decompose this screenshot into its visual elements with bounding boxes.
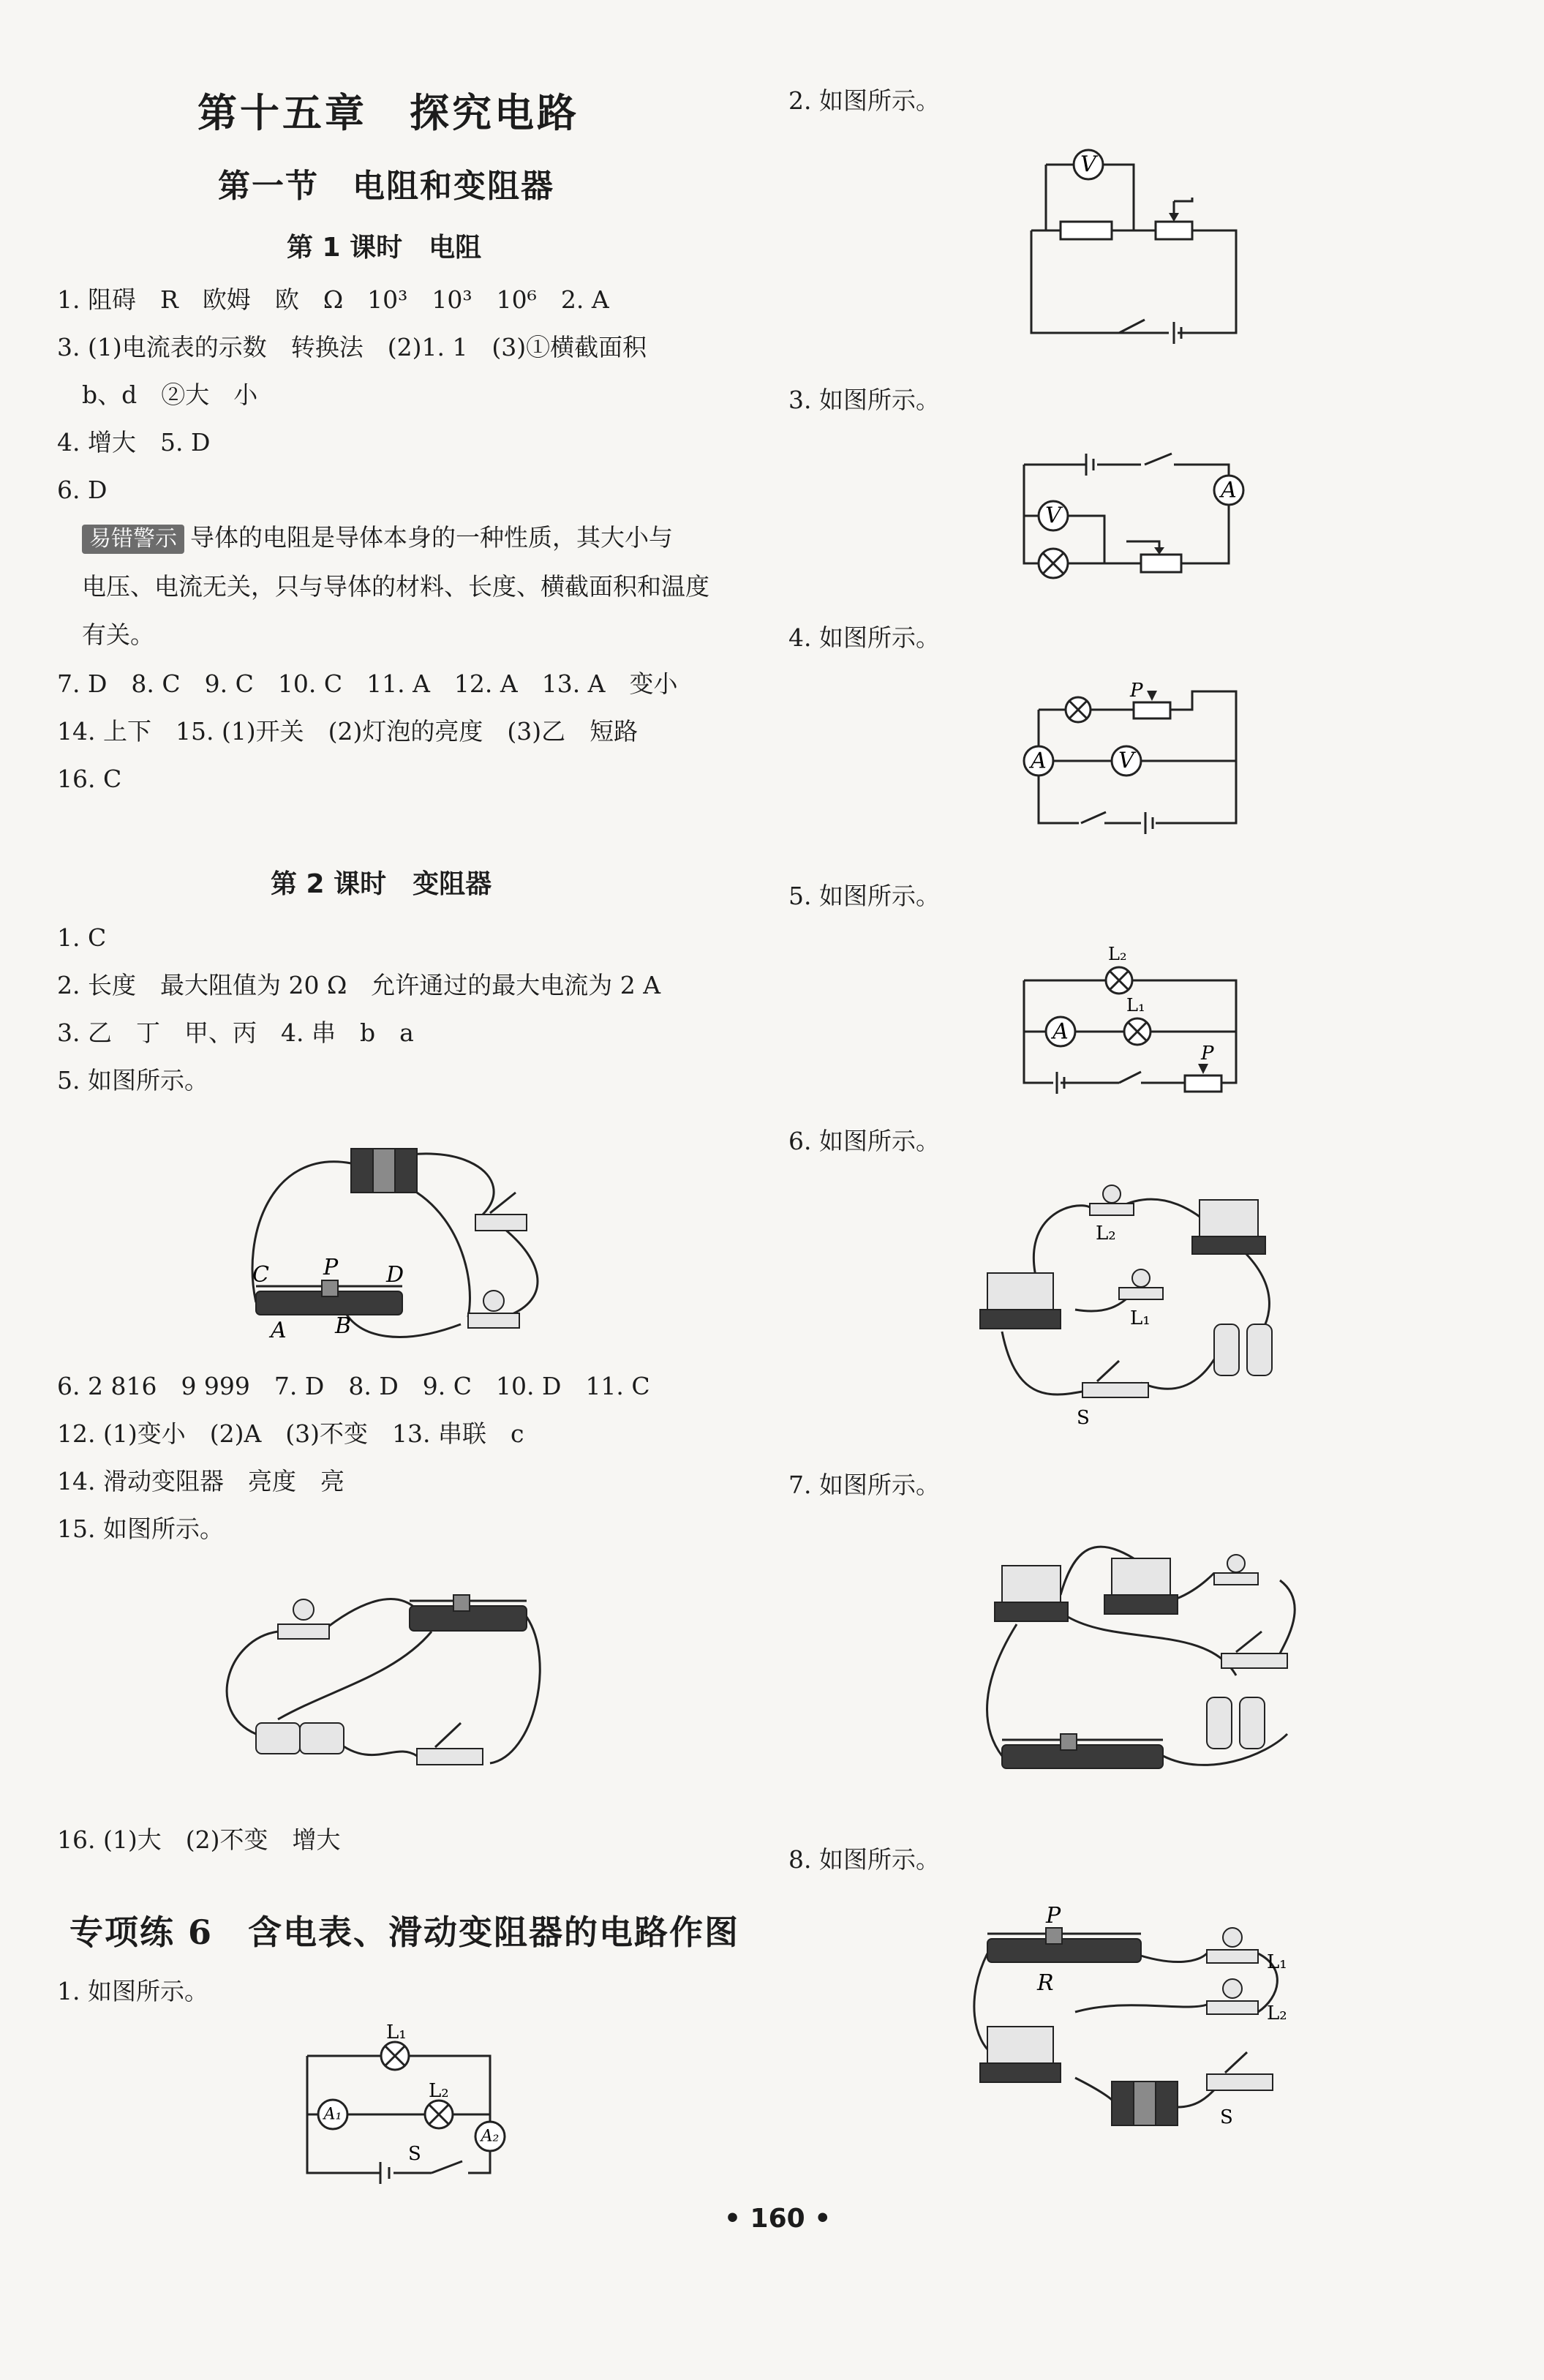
warning-text: 有关。 (82, 620, 154, 649)
label-s: S (408, 2143, 421, 2165)
label-p: P (1046, 1903, 1061, 1929)
label-a: A (271, 1318, 287, 1343)
lesson1-title: 第 1 课时 电阻 (287, 233, 482, 263)
label-a: A (1221, 477, 1237, 503)
bulb-icon (1214, 1555, 1258, 1585)
label-l1: L₁ (1126, 995, 1145, 1016)
answer-line: b、d ②大 小 (82, 380, 258, 409)
switch-icon (1082, 1361, 1148, 1397)
label-c: C (252, 1262, 269, 1288)
answer-line: 3. 如图所示。 (788, 386, 940, 414)
label-d: D (386, 1262, 404, 1288)
label-p: P (323, 1255, 339, 1280)
warning-text: 导体的电阻是导体本身的一种性质，其大小与 (190, 523, 673, 552)
bulb-icon (468, 1291, 519, 1328)
rheostat-icon (987, 1928, 1141, 1962)
answer-line: 7. 如图所示。 (788, 1471, 940, 1499)
label-v: V (1118, 748, 1134, 774)
battery-pack-icon (351, 1149, 417, 1193)
answer-line: 3. (1)电流表的示数 转换法 (2)1. 1 (3)①横截面积 (57, 333, 647, 361)
switch-icon (1207, 2052, 1273, 2090)
rheostat-icon (1185, 1075, 1221, 1092)
label-a2: A₂ (481, 2127, 500, 2146)
answer-line: 3. 乙 丁 甲、丙 4. 串 b a (57, 1018, 414, 1047)
label-a1: A₁ (323, 2105, 342, 2124)
chapter-title: 第十五章 探究电路 (197, 89, 579, 136)
bulb-l1-icon (1119, 1269, 1163, 1299)
answer-line: 16. (1)大 (2)不变 增大 (57, 1825, 341, 1854)
bulb-l1-icon (1207, 1928, 1258, 1963)
label-p: P (1130, 680, 1143, 702)
label-l2: L₂ (1267, 2002, 1287, 2024)
answer-line: 5. 如图所示。 (788, 882, 940, 910)
answer-line: 14. 上下 15. (1)开关 (2)灯泡的亮度 (3)乙 短路 (57, 717, 639, 746)
figure-rheostat-circuit-15 (212, 1573, 549, 1778)
label-s: S (1077, 1407, 1090, 1429)
answer-line: 6. 2 816 9 999 7. D 8. D 9. C 10. D 11. C (57, 1372, 650, 1400)
ammeter-device-icon (980, 2027, 1061, 2082)
label-s: S (1220, 2106, 1233, 2128)
figure-circuit-2 (1024, 143, 1251, 340)
voltmeter-device-icon (1192, 1200, 1265, 1254)
figure-circuit-3 (1009, 443, 1258, 589)
answer-line: 15. 如图所示。 (57, 1514, 224, 1543)
answer-line: 2. 长度 最大阻值为 20 Ω 允许通过的最大电流为 2 A (57, 971, 661, 999)
answer-line: 4. 如图所示。 (788, 623, 940, 652)
label-l1: L₁ (386, 2022, 407, 2043)
battery-icon (1214, 1324, 1272, 1375)
special-practice-title: 专项练 6 含电表、滑动变阻器的电路作图 (69, 1912, 740, 1952)
answer-line: 2. 如图所示。 (788, 86, 940, 115)
figure-circuit-5 (1017, 944, 1251, 1105)
rheostat-icon (1141, 555, 1181, 572)
figure-physical-circuit-6 (973, 1185, 1295, 1434)
label-r: R (1037, 1970, 1054, 1996)
section-title: 第一节 电阻和变阻器 (218, 168, 554, 205)
ammeter-device-icon (995, 1566, 1068, 1621)
label-a: A (1052, 1018, 1069, 1045)
rheostat-icon (256, 1280, 402, 1315)
label-l1: L₁ (1267, 1951, 1287, 1973)
warning-badge: 易错警示 (82, 525, 184, 554)
figure-physical-circuit-8 (965, 1903, 1302, 2144)
answer-line: 6. D (57, 476, 108, 504)
rheostat-icon (1156, 222, 1192, 239)
rheostat-icon (1002, 1734, 1163, 1768)
answer-line: 6. 如图所示。 (788, 1127, 940, 1155)
label-b: B (335, 1313, 352, 1339)
warning-text: 电压、电流无关，只与导体的材料、长度、横截面积和温度 (82, 572, 709, 601)
answer-line: 12. (1)变小 (2)A (3)不变 13. 串联 c (57, 1419, 524, 1448)
label-l2: L₂ (1108, 944, 1127, 964)
figure-special-circuit-1 (300, 2022, 512, 2180)
answer-line: 1. 阻碍 R 欧姆 欧 Ω 10³ 10³ 10⁶ 2. A (57, 285, 609, 314)
label-l1: L₁ (1130, 1307, 1151, 1329)
answer-line: 1. C (57, 923, 107, 952)
switch-icon (417, 1723, 483, 1765)
switch-icon (475, 1193, 527, 1231)
figure-circuit-4 (1017, 680, 1258, 841)
answer-line: 8. 如图所示。 (788, 1845, 940, 1874)
lesson2-title: 第 2 课时 变阻器 (271, 869, 492, 899)
rheostat-icon (1134, 702, 1170, 718)
answer-line: 4. 增大 5. D (57, 428, 211, 457)
label-v: V (1045, 503, 1061, 529)
bulb-l2-icon (1207, 1979, 1258, 2014)
switch-icon (1221, 1632, 1287, 1668)
figure-physical-circuit-7 (973, 1536, 1295, 1785)
answer-line: 7. D 8. C 9. C 10. C 11. A 12. A 13. A 变小 (57, 669, 678, 698)
label-l2: L₂ (429, 2080, 449, 2102)
label-p: P (1201, 1043, 1214, 1065)
label-l2: L₂ (1096, 1223, 1116, 1245)
battery-pack-icon (1112, 2081, 1178, 2125)
bulb-l2-icon (1090, 1185, 1134, 1215)
answer-line: 1. 如图所示。 (57, 1977, 208, 2005)
label-v: V (1080, 151, 1096, 178)
battery-icon (256, 1723, 344, 1754)
ammeter-device-icon (980, 1273, 1061, 1329)
bulb-icon (278, 1599, 329, 1639)
voltmeter-device-icon (1104, 1558, 1178, 1614)
figure-rheostat-circuit-5 (241, 1119, 585, 1354)
battery-icon (1207, 1697, 1265, 1749)
rheostat-icon (410, 1595, 527, 1631)
label-a: A (1031, 748, 1047, 774)
resistor-icon (1061, 222, 1112, 239)
answer-line: 14. 滑动变阻器 亮度 亮 (57, 1467, 344, 1495)
page-number: • 160 • (724, 2204, 832, 2234)
warning-note (82, 523, 673, 554)
answer-line: 16. C (57, 765, 122, 793)
answer-line: 5. 如图所示。 (57, 1066, 208, 1095)
